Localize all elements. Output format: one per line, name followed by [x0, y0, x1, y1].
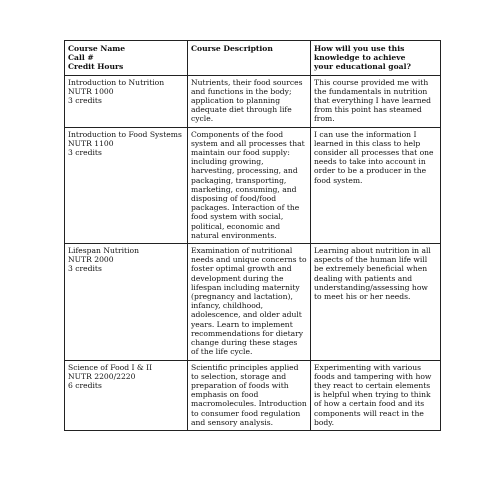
course-cell — [65, 75, 188, 127]
course-goal: This course provided me with the fundamentals in nutrition that everything I have learned from this point has steamed from. — [311, 75, 441, 127]
course-call-number: NUTR 1000 — [68, 86, 114, 96]
course-cell — [65, 360, 188, 430]
header-description-label: Course Description — [191, 44, 273, 53]
course-description: Scientific principles applied to selection, storage and preparation of foods with emphasis on food macromolecules. Introduction to consumer food regulation and sensory analysis. — [188, 360, 311, 430]
header-credit-hours: Credit Hours — [68, 62, 124, 72]
course-cell — [65, 127, 188, 243]
table-row — [65, 360, 441, 430]
table-row — [65, 75, 441, 127]
header-course-name: Course Name — [68, 44, 126, 53]
course-name: Introduction to Nutrition — [68, 77, 165, 87]
header-goal-line-2: knowledge to achieve — [314, 53, 406, 63]
header-goal-line-3: your educational goal? — [314, 62, 411, 72]
course-call-number: NUTR 1100 — [68, 138, 114, 148]
header-description — [188, 41, 311, 76]
header-call-number: Call # — [68, 53, 94, 63]
course-call-number: NUTR 2000 — [68, 255, 114, 265]
header-course — [65, 41, 188, 76]
course-name: Science of Food I & II — [68, 362, 153, 372]
course-credits: 3 credits — [68, 264, 102, 274]
header-goal-line-1: How will you use this — [314, 44, 405, 53]
course-goal: I can use the information I learned in this class to help consider all processes that one needs to take into account in order to be a producer in the food system. — [311, 127, 441, 243]
course-name: Introduction to Food Systems — [68, 129, 182, 139]
course-description: Examination of nutritional needs and unique concerns to foster optimal growth and development during the lifespan including maternity (pregnancy and lactation), infancy, childhood, adolescence, and older adult years. Learn to implement recommendations for dietary change during these stages of the life cycle. — [188, 244, 311, 360]
course-table-document — [64, 40, 440, 431]
table-row — [65, 244, 441, 360]
course-description: Nutrients, their food sources and functions in the body; application to planning adequate diet through life cycle. — [188, 75, 311, 127]
course-call-number: NUTR 2200/2220 — [68, 371, 136, 381]
course-name: Lifespan Nutrition — [68, 246, 139, 256]
course-description: Components of the food system and all processes that maintain our food supply: including growing, harvesting, processing, and packaging, transporting, marketing, consuming, and disposing of food/food packages. Interaction of the food system with social, political, economic and natural environments. — [188, 127, 311, 243]
course-table — [64, 40, 441, 431]
course-goal: Experimenting with various foods and tampering with how they react to certain elements is helpful when trying to think of how a certain food and its components will react in the body. — [311, 360, 441, 430]
table-row — [65, 127, 441, 243]
header-goal — [311, 41, 441, 76]
course-credits: 6 credits — [68, 380, 102, 390]
table-header-row — [65, 41, 441, 76]
course-cell — [65, 244, 188, 360]
course-credits: 3 credits — [68, 148, 102, 158]
course-goal: Learning about nutrition in all aspects of the human life will be extremely beneficial when dealing with patients and understanding/assessing how to meet his or her needs. — [311, 244, 441, 360]
course-credits: 3 credits — [68, 96, 102, 106]
